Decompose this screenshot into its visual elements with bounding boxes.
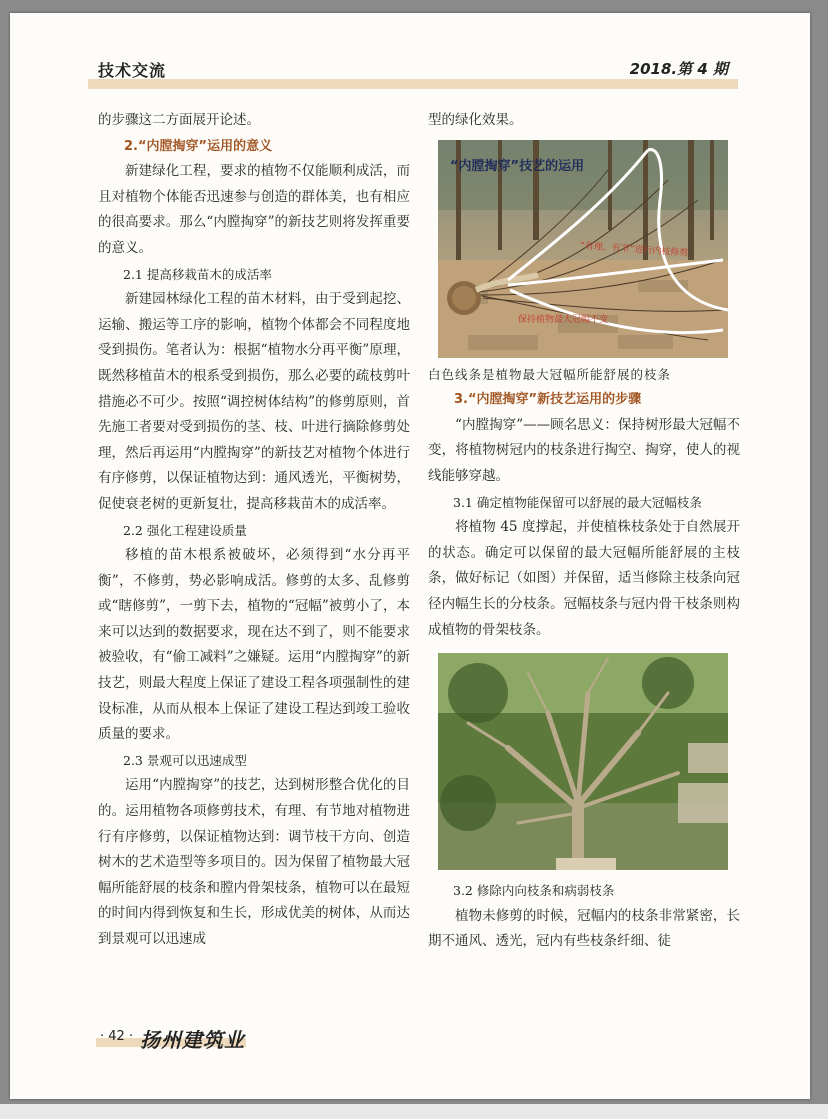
page-header (88, 58, 738, 92)
paragraph: 新建园林绿化工程的苗木材料，由于受到起挖、运输、搬运等工序的影响，植物个体都会不同程度地受到损伤。笔者认为：根据“植物水分再平衡”原理，既然移植苗木的根系受到损伤，那么必要的疏枝剪叶措施必不可少。按照“调控树体结构”的修剪原则，首先施工者要对受到损伤的茎、枝、叶进行摘除修剪处理，然后再运用“内膛掏穿”的新技艺对植物个体进行有序修剪，以保证植物达到：通风透光，平衡树势，促使衰老树的更新复壮，提高移栽苗木的成活率。 (98, 291, 410, 512)
figure-caption: 白色线条是植物最大冠幅所能舒展的枝条 (428, 366, 672, 382)
section-title: 技术交流 (98, 61, 167, 80)
viewer-bottom-bar (0, 1104, 828, 1119)
page-number: · 42 · (100, 1029, 134, 1044)
paragraph: 的步骤这二方面展开论述。 (98, 112, 260, 128)
right-column (428, 108, 740, 955)
paragraph: 新建绿化工程，要求的植物不仅能顺利成活，而且对植物个体能否迅速参与创造的群体美，也有相应的很高要求。那么“内膛掏穿”的新技艺则将发挥重要的意义。 (98, 163, 410, 256)
subsection-heading: 3.2 修除内向枝条和病弱枝条 (453, 883, 615, 899)
paragraph: 型的绿化效果。 (428, 112, 523, 128)
paragraph: 将植物 45 度撑起，并使植株枝条处于自然展开的状态。确定可以保留的最大冠幅所能舒展的主枝条，做好标记（如图）并保留，适当修除主枝条向冠径内幅生长的分枝条。冠幅枝条与冠内骨干枝条则构成植物的骨架枝条。 (428, 519, 740, 638)
photo-annotation: “有理、有节”进行内枝修剪 (579, 240, 689, 259)
tree-photo2-graphic (438, 653, 728, 870)
section-heading: 3.“内膛掏穿”新技艺运用的步骤 (454, 392, 642, 408)
photo-title: “内膛掏穿”技艺的运用 (450, 158, 585, 174)
paragraph: “内膛掏穿”——顾名思义：保持树形最大冠幅不变，将植物树冠内的枝条进行掏空、掏穿，使人的视线能够穿越。 (428, 416, 740, 484)
subsection-heading: 3.1 确定植物能保留可以舒展的最大冠幅枝条 (453, 494, 702, 510)
header-band (88, 79, 738, 89)
tree-pruning-photo (438, 140, 728, 358)
page-footer (96, 1026, 246, 1050)
photo-annotation: 保持植物最大冠幅不变 (518, 314, 609, 325)
subsection-heading: 2.3 景观可以迅速成型 (123, 752, 247, 768)
paragraph: 植物未修剪的时候，冠幅内的枝条非常紧密，长期不通风、透光，冠内有些枝条纤细、徒 (428, 907, 740, 950)
section-heading: 2.“内膛掏穿”运用的意义 (124, 138, 273, 154)
paragraph: 运用“内膛掏穿”的技艺，达到树形整合优化的目的。运用植物各项修剪技术，有理、有节地对植物进行有序修剪，以保证植物达到：调节枝干方向、创造树木的艺术造型等多项目的。因为保留了植物最大冠幅所能舒展的枝条和膛内骨架枝条，植物可以在最短的时间内得到恢复和生长，形成优美的树体，从而达到景观可以迅速成 (98, 777, 410, 947)
journal-logo: 扬州建筑业 (140, 1028, 245, 1052)
subsection-heading: 2.2 强化工程建设质量 (123, 522, 247, 538)
pruned-tree-photo (438, 653, 728, 870)
issue-label: 2018.第 4 期 (629, 60, 728, 78)
left-column (98, 108, 410, 953)
paragraph: 移植的苗木根系被破坏，必须得到“水分再平衡”，不修剪，势必影响成活。修剪的太多、乱修剪或“瞎修剪”，一剪下去，植物的“冠幅”被剪小了，本来可以达到的数据要求，现在达不到了，则不能要求被验收，有“偷工减料”之嫌疑。运用“内膛掏穿”的新技艺，则最大程度上保证了建设工程各项强制性的建设标准，从而从根本上保证了建设工程达到竣工验收质量的要求。 (98, 547, 410, 743)
subsection-heading: 2.1 提高移栽苗木的成活率 (123, 266, 272, 282)
